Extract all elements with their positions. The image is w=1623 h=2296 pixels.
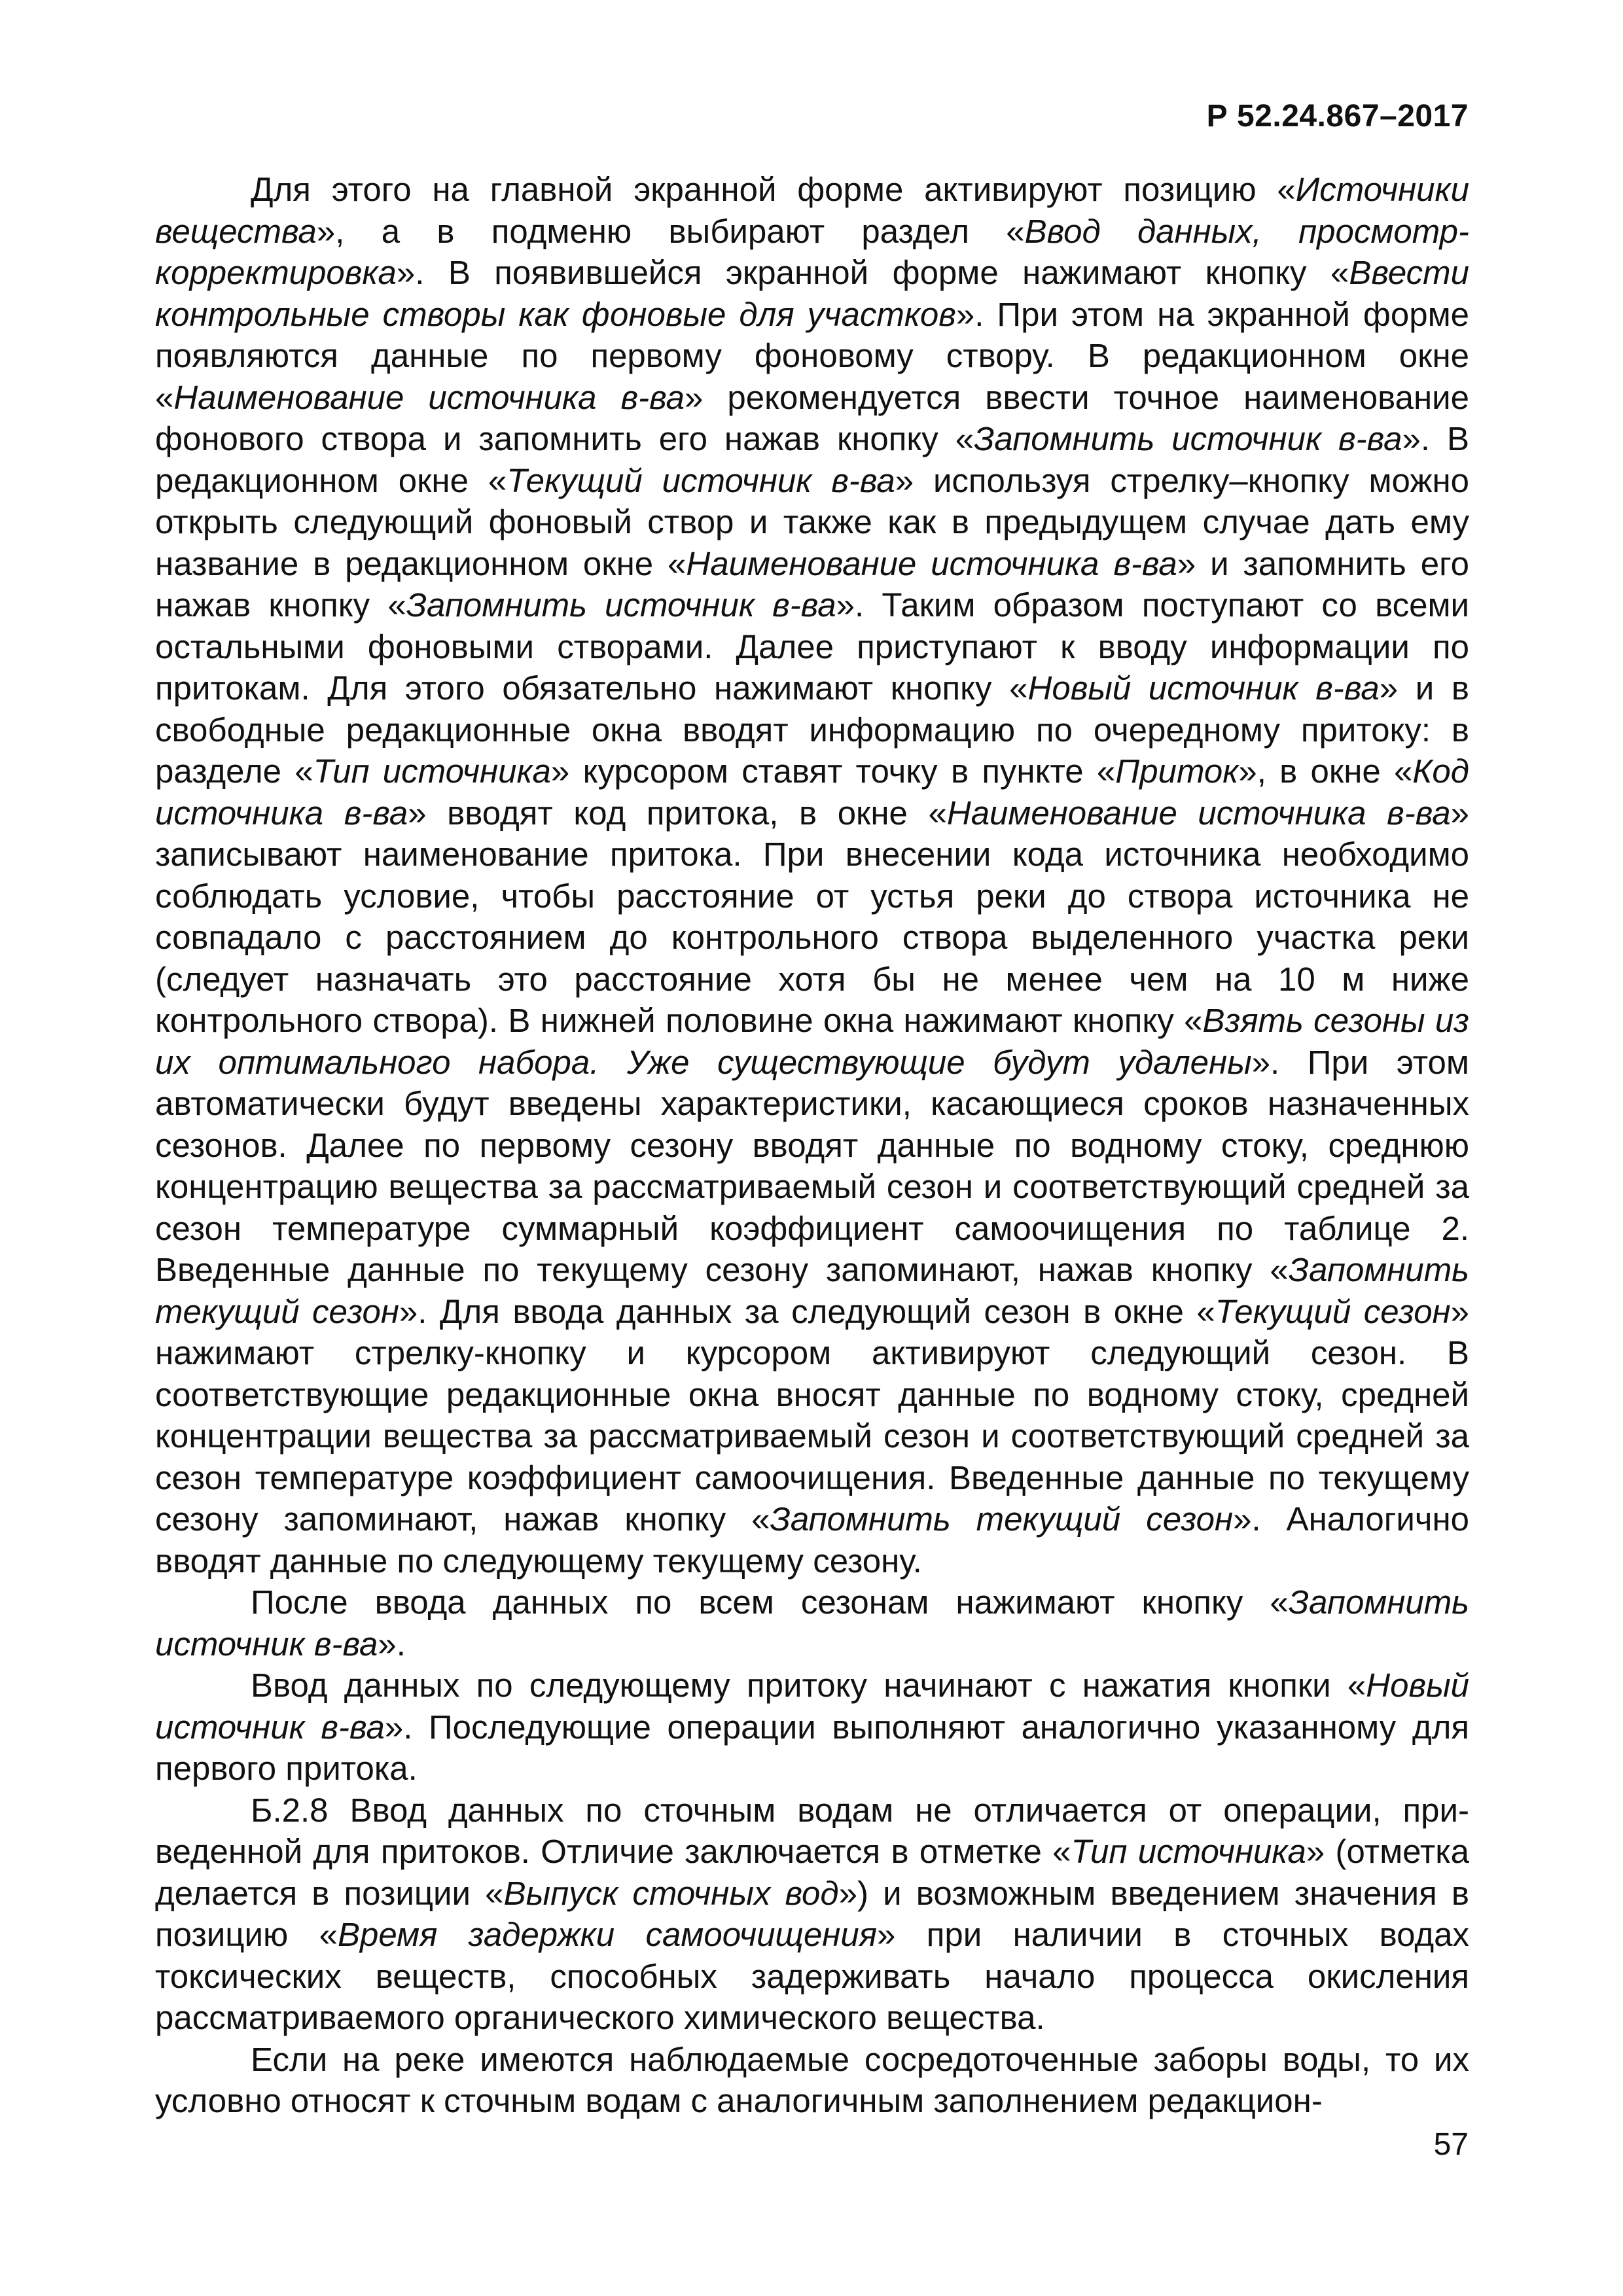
- text-run: » рекомендуется ввести точное наименование фонового створа и запомнить его нажав кнопку «: [155, 378, 1469, 457]
- page-body: [155, 169, 1469, 2122]
- paragraph-p5: [155, 2039, 1469, 2122]
- italic-term: Запомнить источник в-ва: [406, 586, 836, 624]
- italic-term: Текущий сезон: [1215, 1292, 1451, 1330]
- text-run: », а в подменю выбирают раздел «: [316, 212, 1025, 250]
- italic-term: Наименование источника в-ва: [946, 794, 1451, 832]
- paragraph-p2: [155, 1581, 1469, 1665]
- italic-term: Текущий источник в-ва: [507, 461, 895, 499]
- paragraph-p4: [155, 1790, 1469, 2039]
- italic-term: Приток: [1115, 752, 1239, 790]
- text-run: Б.2.8 Ввод данных по сточным водам не отличается от операции, приведенной для притоков. Отличие заключается в отметке «: [155, 1791, 1469, 1870]
- text-run: ». Для ввода данных за следующий сезон в окне «: [399, 1292, 1215, 1330]
- text-run: ». При этом на экранной форме появляются данные по первому фоновому створу. В редакционном окне «: [155, 295, 1469, 416]
- italic-term: Тип источника: [1071, 1833, 1306, 1870]
- italic-term: Новый источник в-ва: [155, 1667, 1469, 1746]
- text-run: », в окне «: [1238, 752, 1413, 790]
- italic-term: Наименование источника в-ва: [686, 544, 1177, 582]
- text-run: » и запомнить его нажав кнопку «: [155, 544, 1469, 624]
- italic-term: Запомнить источник в-ва: [155, 1583, 1469, 1663]
- italic-term: Наименование источника в-ва: [173, 378, 685, 416]
- italic-term: Источники вещества: [155, 171, 1469, 250]
- page-number: 57: [1433, 2127, 1469, 2162]
- text-run: Если на реке имеются наблюдаемые сосредоточенные заборы воды, то их условно относят к сточным водам с аналогичным заполнением редакцион-: [155, 2040, 1469, 2119]
- italic-term: Взять сезоны из их оптимального набора. Уже существующие будут удалены: [155, 1002, 1469, 1081]
- italic-term: Ввод данных, просмотр-корректировка: [155, 212, 1469, 291]
- text-run: ». В появившейся экранной форме нажимают кнопку «: [396, 254, 1349, 291]
- text-run: » курсором ставят точку в пункте «: [550, 752, 1116, 790]
- document-code: Р 52.24.867–2017: [1206, 99, 1469, 133]
- text-run: ».: [378, 1625, 406, 1663]
- text-run: » вводят код притока, в окне «: [408, 794, 947, 832]
- text-run: После ввода данных по всем сезонам нажимают кнопку «: [251, 1583, 1289, 1621]
- text-run: ») и возможным введением значения в позицию «: [155, 1874, 1469, 1953]
- text-run: ». Таким образом поступают со всеми остальными фоновыми створами. Далее приступают к вводу информации по притокам. Для этого обязательно нажимают кнопку «: [155, 586, 1470, 707]
- italic-term: Тип источника: [313, 752, 551, 790]
- text-run: ». Аналогично вводят данные по следующему текущему сезону.: [155, 1500, 1469, 1580]
- text-run: » и в свободные редакционные окна вводят информацию по очередному притоку: в разделе «: [155, 669, 1469, 790]
- text-run: ». При этом автоматически будут введены характеристики, касающиеся сроков назначенных сезонов. Далее по первому сезону вводят данные по водному стоку, среднюю концентрацию вещества за рассматриваемый сезон и соответствующий средней за сезон температуре суммарный коэффициент самоочищения по таблице 2. Введенные данные по текущему сезону запоминают, нажав кнопку «: [155, 1043, 1469, 1288]
- italic-term: Выпуск сточных вод: [503, 1874, 839, 1912]
- italic-term: Запомнить текущий сезон: [155, 1251, 1469, 1330]
- paragraph-p1: [155, 169, 1469, 1581]
- text-run: » (отметка делается в позиции «: [155, 1833, 1469, 1912]
- italic-term: Запомнить источник в-ва: [974, 420, 1402, 457]
- italic-term: Запомнить текущий сезон: [770, 1500, 1234, 1538]
- text-run: » записывают наименование притока. При внесении кода источника необходимо соблюдать условие, чтобы расстояние от устья реки до створа источника не совпадало с расстоянием до контрольного створа выделенного участка реки (следует назначать это расстояние хотя бы не менее чем на 10 м ниже контрольного створа). В нижней половине окна нажимают кнопку «: [155, 794, 1469, 1039]
- paragraph-p3: [155, 1665, 1469, 1790]
- italic-term: Ввести контрольные створы как фоновые для участков: [155, 254, 1469, 333]
- text-run: Ввод данных по следующему притоку начинают с нажатия кнопки «: [251, 1667, 1366, 1704]
- text-run: ». В редакционном окне «: [155, 420, 1469, 499]
- text-run: ». Последующие операции выполняют аналогично указанному для первого притока.: [155, 1708, 1470, 1787]
- text-run: » используя стрелку–кнопку можно открыть следующий фоновый створ и также как в предыдущем случае дать ему название в редакционном окне «: [155, 461, 1469, 582]
- italic-term: Время задержки самоочищения: [337, 1916, 877, 1953]
- italic-term: Новый источник в-ва: [1027, 669, 1380, 707]
- text-run: » при наличии в сточных водах токсических веществ, способных задерживать начало процесса окисления рассматриваемого органического химического вещества.: [155, 1916, 1469, 2036]
- text-run: Для этого на главной экранной форме активируют позицию «: [251, 171, 1296, 208]
- italic-term: Код источника в-ва: [155, 752, 1469, 832]
- text-run: » нажимают стрелку-кнопку и курсором активируют следующий сезон. В соответствующие редакционные окна вносят данные по водному стоку, средней концентрации вещества за рассматриваемый сезон и соответствующий средней за сезон температуре коэффициент самоочищения. Введенные данные по текущему сезону запоминают, нажав кнопку «: [155, 1292, 1469, 1538]
